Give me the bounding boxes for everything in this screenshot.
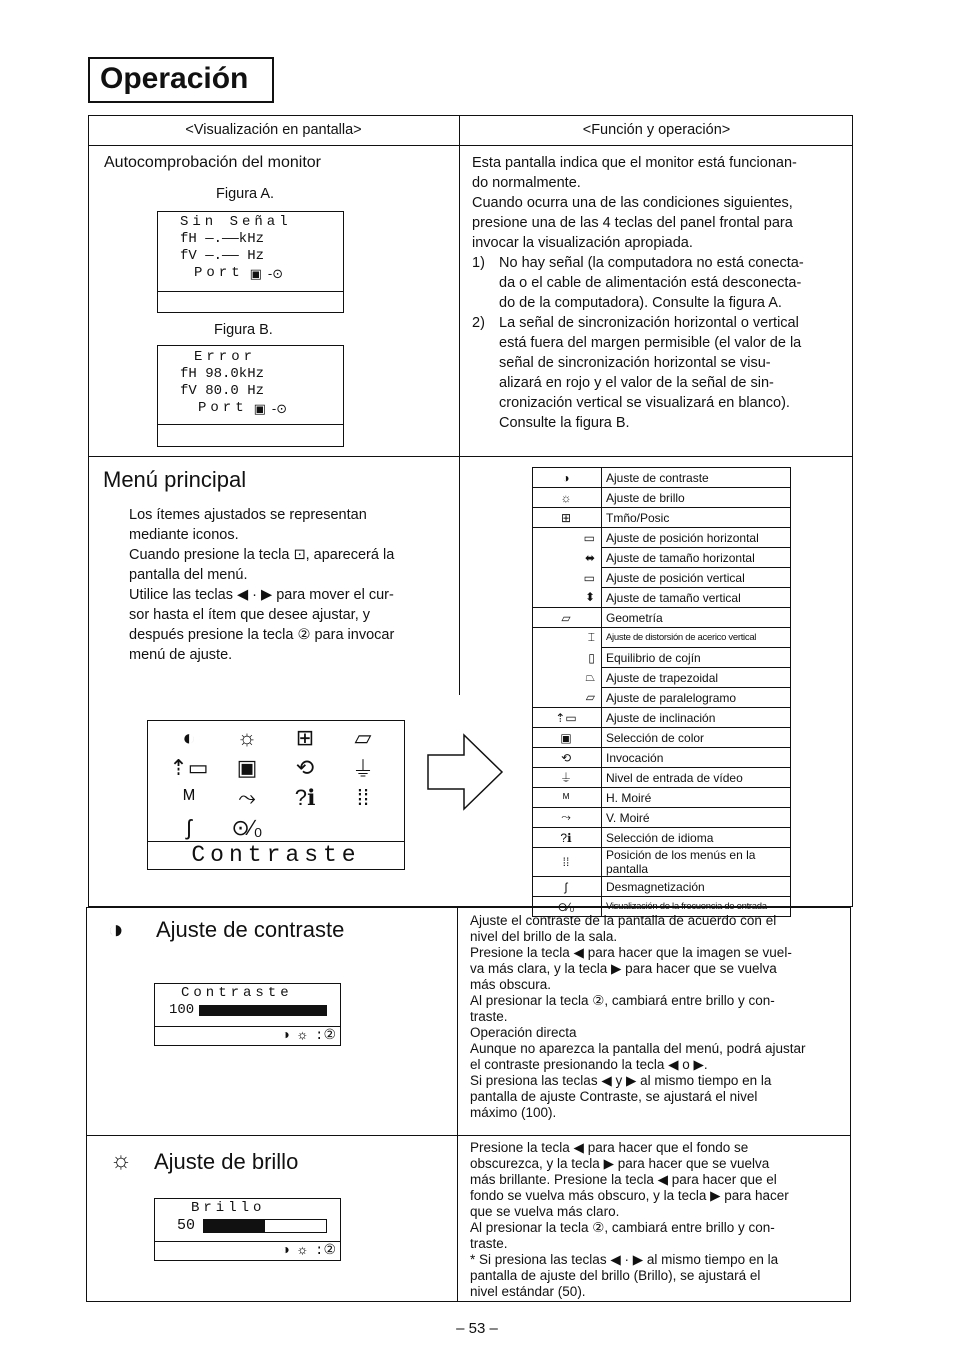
menu-list-row	[533, 548, 791, 568]
menu-list-icon: ◑	[533, 468, 602, 488]
fig-b-line-3: fV 80.0 Hz	[180, 383, 265, 399]
brightness-osd-value: 50	[177, 1217, 196, 1234]
menu-list-icon: ᴹ	[533, 788, 602, 808]
selftest-item1-num: 1)	[472, 255, 485, 271]
fig-b-label: Figura B.	[214, 322, 273, 338]
menu-icon-grid	[148, 721, 404, 843]
menu-list-row	[533, 508, 791, 528]
menu-list-row	[533, 828, 791, 848]
contrast-text: Ajuste el contraste de la pantalla de acuerdo con el nivel del brillo de la sala. Presione la tecla ◀ para hacer que la imagen se vuel- va más clara, y la tecla ▶ para hacer que se vuelva más obscura. Al presionar la tecla ②, cambiará entre brillo y con- traste. Operación directa Aunque no aparezca la pantalla del menú, podrá ajustar el contraste presionando la tecla ◀ o ▶. Si presiona las teclas ◀ y ▶ al mismo tiempo en la pantalla de ajuste Contraste, se ajustará el nivel máximo (100).	[470, 913, 806, 1120]
menu-list-row	[533, 588, 791, 608]
menu-list-icon: ⏢	[533, 668, 602, 688]
page-title: Operación	[88, 57, 274, 103]
page-number: – 53 –	[456, 1320, 498, 1337]
menu-list-row	[533, 648, 791, 668]
menu-list-icon: ⁞⁞	[533, 848, 602, 877]
col1-header: <Visualización en pantalla>	[185, 122, 362, 138]
menu-list-icon: ⇡▭	[533, 708, 602, 728]
input-icon: -⊙	[267, 265, 284, 281]
menu-list-label: Ajuste de posición horizontal	[602, 528, 791, 548]
menu-list-label: Ajuste de distorsión de acerico vertical	[602, 628, 791, 648]
menu-list-icon: ⌶	[533, 628, 602, 648]
menu-list-row	[533, 728, 791, 748]
menu-list-icon: ▭	[533, 568, 602, 588]
menu-list-row	[533, 808, 791, 828]
contrast-heading: Ajuste de contraste	[156, 917, 345, 942]
column-divider	[459, 115, 460, 695]
row-divider	[88, 456, 853, 457]
brightness-level-bar	[203, 1219, 327, 1233]
menu-icon: ⊞	[295, 725, 315, 750]
menu-list-row	[533, 668, 791, 688]
fig-a-line-2: fH —.——kHz	[180, 231, 265, 247]
menu-list-label: Ajuste de tamaño vertical	[602, 588, 791, 608]
menu-list-label: Selección de color	[602, 728, 791, 748]
fig-a-line-4: Port	[194, 265, 244, 281]
menu-list-icon: ▣	[533, 728, 602, 748]
menu-list-label: Ajuste de contraste	[602, 468, 791, 488]
menu-text: Los ítemes ajustados se representan mediante iconos. Cuando presione la tecla ⊡, aparecerá la pantalla del menú. Utilice las teclas ◀ · ▶ para mover el cur- sor hasta el ítem que desee ajustar, y después presione la tecla ② para invocar menú de ajuste.	[129, 507, 395, 663]
fig-a-line-3: fV —.—— Hz	[180, 248, 265, 264]
menu-list-row	[533, 488, 791, 508]
input-icon: -⊙	[271, 400, 288, 416]
menu-list-icon: ⤳	[533, 808, 602, 828]
fig-b-osd	[157, 345, 344, 447]
menu-list-label: Ajuste de posición vertical	[602, 568, 791, 588]
menu-list-row	[533, 468, 791, 488]
contrast-level-fill	[200, 1006, 326, 1015]
brightness-osd-footer: ◑ ☼ :②	[281, 1243, 336, 1259]
menu-list-row	[533, 877, 791, 897]
contrast-osd-title: Contraste	[181, 985, 293, 1001]
menu-list-icon: ⬍	[533, 588, 602, 608]
menu-list-icon: ☼	[533, 488, 602, 508]
menu-list	[532, 467, 791, 917]
menu-list-row	[533, 708, 791, 728]
selftest-text: Esta pantalla indica que el monitor está funcionan- do normalmente. Cuando ocurra una de las condiciones siguientes, presione una de las 4 teclas del panel frontal para invocar la visualización apropiada.	[472, 155, 797, 251]
menu-list-icon: ▭	[533, 528, 602, 548]
menu-icon: ▱	[354, 725, 372, 750]
menu-list-label: Invocación	[602, 748, 791, 768]
brightness-level-fill	[204, 1220, 265, 1232]
port-icon: ▣	[253, 400, 266, 416]
menu-list-label: Tmño/Posic	[602, 508, 791, 528]
menu-list-icon: ⊞	[533, 508, 602, 528]
menu-list-label: Nivel de entrada de vídeo	[602, 768, 791, 788]
menu-list-label: Ajuste de paralelogramo	[602, 688, 791, 708]
menu-list-label: Geometría	[602, 608, 791, 628]
col2-header: <Función y operación>	[582, 122, 731, 138]
menu-list-row	[533, 528, 791, 548]
brightness-osd	[154, 1198, 341, 1261]
port-icon: ▣	[249, 265, 262, 281]
menu-icon: ᴹ	[183, 785, 195, 810]
menu-list-row	[533, 628, 791, 648]
fig-a-osd	[157, 211, 344, 313]
fig-a-line-1: Sin Señal	[180, 214, 292, 230]
menu-list-row	[533, 568, 791, 588]
selftest-heading: Autocomprobación del monitor	[104, 154, 322, 171]
menu-icon: ⁞⁞	[356, 785, 370, 810]
menu-icon: ⇡▭	[169, 755, 209, 780]
menu-list-label: Ajuste de inclinación	[602, 708, 791, 728]
menu-list-icon: ⬌	[533, 548, 602, 568]
menu-icon: ◐	[182, 725, 196, 750]
menu-icon: ⊙∕₀	[231, 815, 263, 840]
menu-list-label: V. Moiré	[602, 808, 791, 828]
menu-list-icon: ▯	[533, 648, 602, 668]
menu-list-label: Equilibrio de cojín	[602, 648, 791, 668]
menu-list-row	[533, 848, 791, 877]
menu-list-icon: ▱	[533, 688, 602, 708]
menu-icon: ⟲	[295, 755, 315, 780]
menu-list-table	[532, 467, 791, 917]
menu-list-icon: ▱	[533, 608, 602, 628]
menu-list-label: Desmagnetización	[602, 877, 791, 897]
menu-list-icon: ⏚	[533, 768, 602, 788]
menu-list-row	[533, 688, 791, 708]
menu-icon: ?ℹ	[294, 785, 316, 810]
contrast-icon: ◑	[108, 914, 124, 944]
brightness-osd-title: Brillo	[191, 1200, 266, 1216]
main-menu-osd	[147, 720, 405, 870]
menu-list-icon: ⟲	[533, 748, 602, 768]
menu-icon: ʃ	[186, 815, 192, 840]
menu-list-icon: ?ℹ	[533, 828, 602, 848]
menu-icon: ☼	[236, 725, 258, 750]
brightness-icon: ☼	[110, 1147, 132, 1174]
arrow-icon	[426, 733, 506, 811]
selftest-item2-num: 2)	[472, 315, 485, 331]
menu-icon: ⤳	[238, 785, 256, 810]
menu-list-row	[533, 748, 791, 768]
menu-list-label: Selección de idioma	[602, 828, 791, 848]
menu-list-label: Ajuste de trapezoidal	[602, 668, 791, 688]
contrast-level-bar	[199, 1005, 327, 1016]
menu-list-label: Ajuste de tamaño horizontal	[602, 548, 791, 568]
fig-a-label: Figura A.	[216, 186, 275, 202]
selftest-item1: No hay señal (la computadora no está conecta- da o el cable de alimentación está desconecta- do de la computadora). Consulte la figura A.	[499, 255, 804, 311]
menu-list-label: Posición de los menús en la pantalla	[602, 848, 791, 877]
main-menu-label: Contraste	[191, 842, 361, 868]
header-divider	[88, 145, 853, 146]
menu-list-label: Ajuste de brillo	[602, 488, 791, 508]
menu-heading: Menú principal	[103, 467, 247, 492]
brightness-heading: Ajuste de brillo	[154, 1149, 299, 1174]
brightness-text: Presione la tecla ◀ para hacer que el fondo se obscurezca, y la tecla ▶ para hacer que se vuelva más brillante. Presione la tecla ◀ para hacer que el fondo se vuelva más obscuro, y la tecla ▶ para hacer que se vuelva más claro. Al presionar la tecla ②, cambiará entre brillo y con- traste. * Si presiona las teclas ◀ · ▶ al mismo tiempo en la pantalla de ajuste del brillo (Brillo), se ajustará el nivel estándar (50).	[470, 1140, 789, 1299]
menu-icon: ▣	[236, 755, 258, 780]
menu-list-label: Visualización de la frecuencia de entrada	[602, 897, 791, 917]
menu-icon: ⏚	[351, 756, 374, 782]
menu-list-row	[533, 768, 791, 788]
fig-b-line-4: Port	[198, 400, 248, 416]
fig-b-line-2: fH 98.0kHz	[180, 366, 265, 382]
contrast-osd-footer: ◑ ☼ :②	[281, 1028, 336, 1044]
menu-list-row	[533, 608, 791, 628]
contrast-osd	[154, 983, 341, 1046]
menu-list-row	[533, 788, 791, 808]
menu-list-icon: ʃ	[533, 877, 602, 897]
menu-list-icon: ⊙∕₀	[533, 897, 602, 917]
fig-b-line-1: Error	[194, 349, 257, 365]
contrast-osd-value: 100	[169, 1002, 195, 1018]
menu-list-label: H. Moiré	[602, 788, 791, 808]
selftest-item2: La señal de sincronización horizontal o vertical está fuera del margen permisible (el valor de la señal de sincronización horizontal se visu- alizará en rojo y el valor de la señal de sin- cronización vertical se visualizará en blanco). Consulte la figura B.	[499, 315, 802, 431]
